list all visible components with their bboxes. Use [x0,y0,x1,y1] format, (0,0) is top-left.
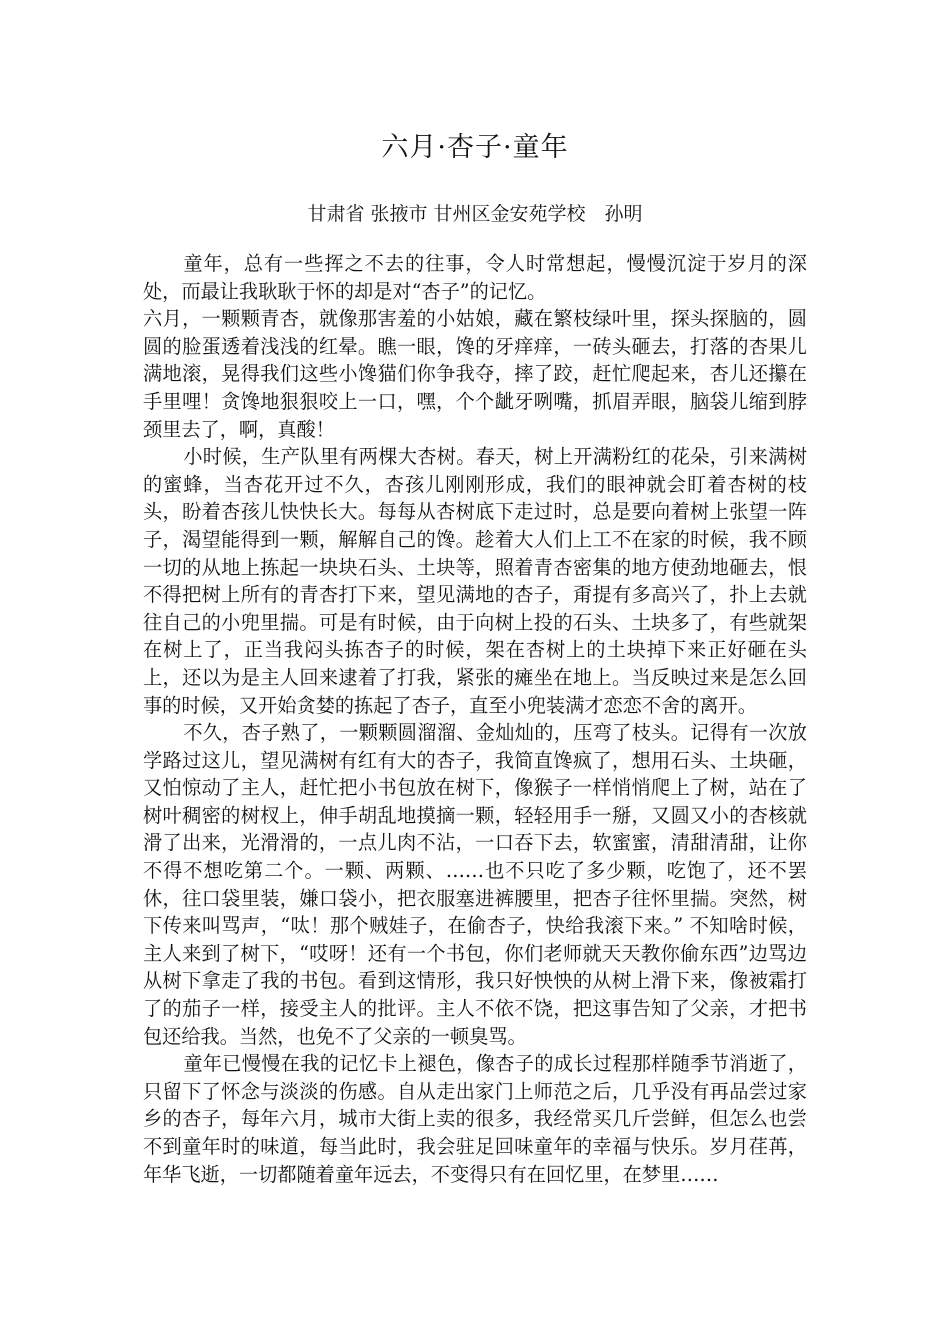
paragraph-3: 小时候，生产队里有两棵大杏树。春天，树上开满粉红的花朵，引来满树的蜜蜂，当杏花开过不久，杏孩儿刚刚形成，我们的眼神就会盯着杏树的枝头，盼着杏孩儿快快长大。每每从杏树底下走过时，总是要向着树上张望一阵子，渴望能得到一颗，解解自己的馋。趁着大人们上工不在家的时候，我不顾一切的从地上拣起一块块石头、土块等，照着青杏密集的地方使劲地砸去，恨不得把树上所有的青杏打下来，望见满地的杏子，甭提有多高兴了，扑上去就往自己的小兜里揣。可是有时候，由于向树上投的石头、土块多了，有些就架在树上了，正当我闷头拣杏子的时候，架在杏树上的土块掉下来正好砸在头上，还以为是主人回来逮着了打我，紧张的瘫坐在地上。当反映过来是怎么回事的时候，又开始贪婪的拣起了杏子，直至小兜装满才恋恋不舍的离开。 [143,445,807,717]
document-title: 六月·杏子·童年 [381,132,569,163]
author-line: 甘肃省 张掖市 甘州区金安苑学校 孙明 [307,203,643,225]
paragraph-1: 童年，总有一些挥之不去的往事，令人时常想起，慢慢沉淀于岁月的深处，而最让我耿耿于怀的却是对“杏子”的记忆。 [143,252,807,303]
paragraph-5: 童年已慢慢在我的记忆卡上褪色，像杏子的成长过程那样随季节消逝了，只留下了怀念与淡淡的伤感。自从走出家门上师范之后，几乎没有再品尝过家乡的杏子，每年六月，城市大街上卖的很多，我经常买几斤尝鲜，但怎么也尝不到童年时的味道，每当此时，我会驻足回味童年的幸福与快乐。岁月荏苒，年华飞逝，一切都随着童年远去，不变得只有在回忆里，在梦里…… [143,1052,807,1186]
paragraph-2: 六月，一颗颗青杏，就像那害羞的小姑娘，藏在繁枝绿叶里，探头探脑的，圆圆的脸蛋透着浅浅的红晕。瞧一眼，馋的牙痒痒，一砖头砸去，打落的杏果儿满地滚，晃得我们这些小馋猫们你争我夺，摔了跤，赶忙爬起来，杏儿还攥在手里哩！贪馋地狠狠咬上一口，嘿，个个龇牙咧嘴，抓眉弄眼，脑袋儿缩到脖颈里去了，啊，真酸！ [143,307,807,441]
document-page [143,128,807,1188]
paragraph-4: 不久，杏子熟了，一颗颗圆溜溜、金灿灿的，压弯了枝头。记得有一次放学路过这儿，望见满树有红有大的杏子，我简直馋疯了，想用石头、土块砸，又怕惊动了主人，赶忙把小书包放在树下，像猴子一样悄悄爬上了树，站在了树叶稠密的树杈上，伸手胡乱地摸摘一颗，轻轻用手一掰，又圆又小的杏核就滑了出来，光滑滑的，一点儿肉不沾，一口吞下去，软蜜蜜，清甜清甜，让你不得不想吃第二个。一颗、两颗、……也不只吃了多少颗，吃饱了，还不罢休，往口袋里装，嫌口袋小，把衣服塞进裤腰里，把杏子往怀里揣。突然，树下传来叫骂声，“呔！那个贼娃子，在偷杏子，快给我滚下来。” 不知啥时候，主人来到了树下，“哎呀！还有一个书包，你们老师就天天教你偷东西”边骂边从树下拿走了我的书包。看到这情形，我只好怏怏的从树上滑下来，像被霜打了的茄子一样，接受主人的批评。主人不依不饶，把这事告知了父亲，才把书包还给我。当然，也免不了父亲的一顿臭骂。 [143,721,807,1048]
